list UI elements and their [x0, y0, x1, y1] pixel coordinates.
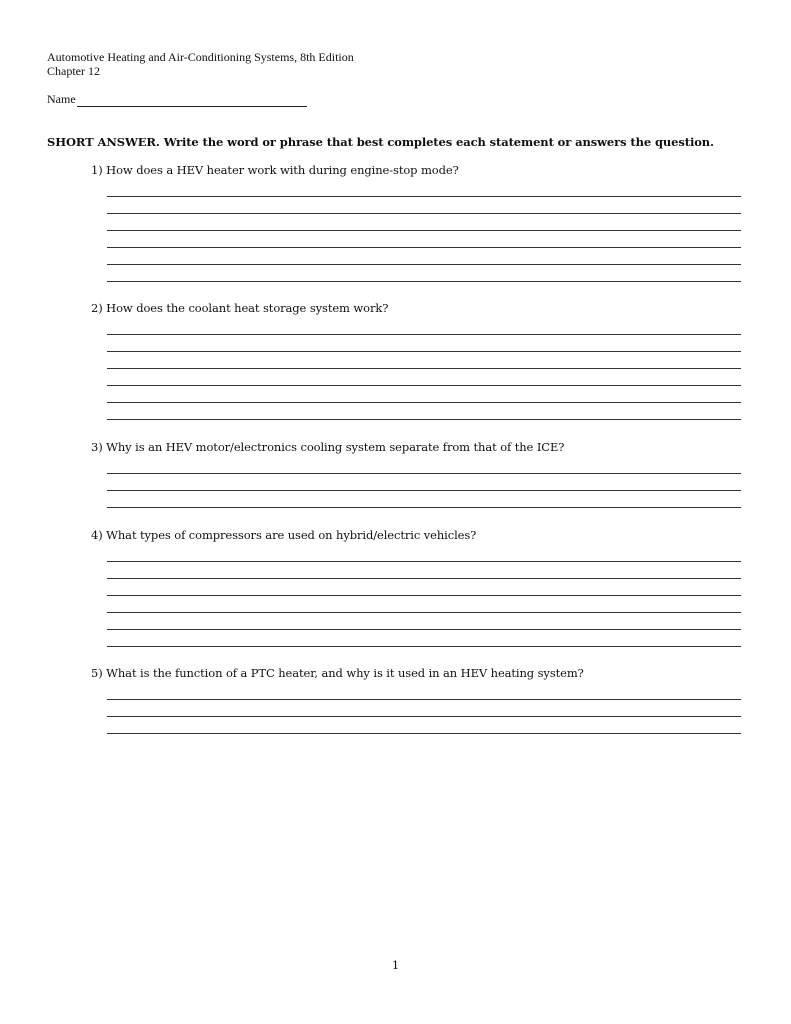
name-label: Name [47, 92, 76, 106]
answer-line[interactable] [107, 402, 741, 403]
instructions: SHORT ANSWER. Write the word or phrase that best completes each statement or answers the question. [47, 135, 714, 149]
answer-line[interactable] [107, 351, 741, 352]
answer-line[interactable] [107, 281, 741, 282]
book-title: Automotive Heating and Air-Conditioning Systems, 8th Edition [47, 50, 354, 64]
answer-line[interactable] [107, 699, 741, 700]
answer-line[interactable] [107, 334, 741, 335]
answer-line[interactable] [107, 264, 741, 265]
page-number: 1 [391, 958, 400, 972]
answer-line[interactable] [107, 473, 741, 474]
answer-line[interactable] [107, 368, 741, 369]
answer-line[interactable] [107, 578, 741, 579]
answer-line[interactable] [107, 213, 741, 214]
question-3: 3) Why is an HEV motor/electronics cooling system separate from that of the ICE? [91, 440, 565, 454]
answer-line[interactable] [107, 716, 741, 717]
question-1: 1) How does a HEV heater work with during engine-stop mode? [91, 163, 459, 177]
name-field[interactable] [77, 95, 307, 107]
document-header [47, 50, 354, 78]
answer-line[interactable] [107, 507, 741, 508]
answer-line[interactable] [107, 247, 741, 248]
answer-line[interactable] [107, 196, 741, 197]
answer-line[interactable] [107, 490, 741, 491]
chapter-label: Chapter 12 [47, 64, 100, 78]
answer-line[interactable] [107, 612, 741, 613]
answer-line[interactable] [107, 733, 741, 734]
question-5: 5) What is the function of a PTC heater, and why is it used in an HEV heating system? [91, 666, 584, 680]
answer-line[interactable] [107, 629, 741, 630]
answer-line[interactable] [107, 561, 741, 562]
question-4: 4) What types of compressors are used on hybrid/electric vehicles? [91, 528, 477, 542]
name-field-row [47, 92, 307, 107]
answer-line[interactable] [107, 595, 741, 596]
answer-line[interactable] [107, 419, 741, 420]
answer-line[interactable] [107, 230, 741, 231]
question-2: 2) How does the coolant heat storage system work? [91, 301, 389, 315]
answer-line[interactable] [107, 385, 741, 386]
answer-line[interactable] [107, 646, 741, 647]
